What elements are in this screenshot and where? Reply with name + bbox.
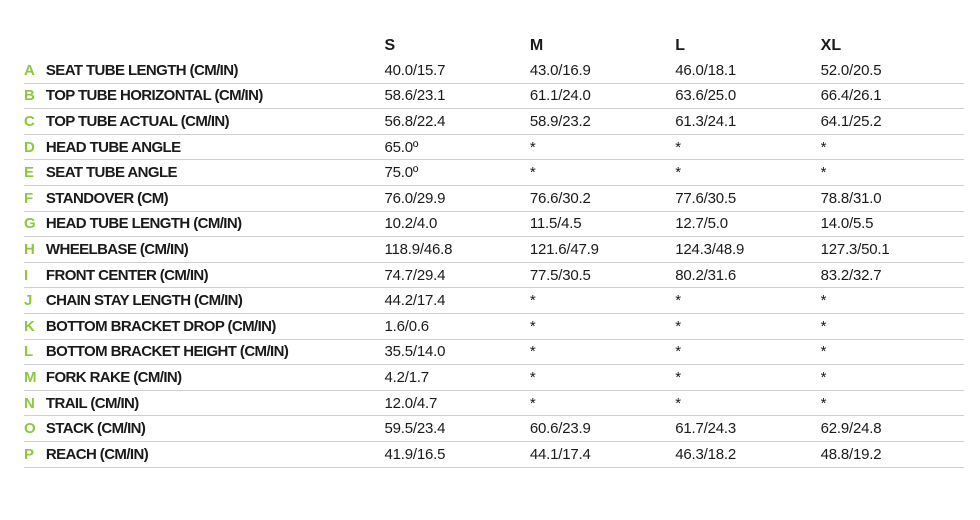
row-letter: M <box>24 368 37 386</box>
row-letter: N <box>24 394 35 412</box>
cell-m: * <box>529 368 536 386</box>
cell-s: 76.0/29.9 <box>384 189 446 207</box>
row-label: TOP TUBE HORIZONTAL (CM/IN) <box>45 87 263 105</box>
cell-xl: 64.1/25.2 <box>820 112 882 130</box>
cell-l: 61.7/24.3 <box>675 420 737 438</box>
row-label: TOP TUBE ACTUAL (CM/IN) <box>45 112 230 130</box>
cell-s: 65.0º <box>384 138 419 156</box>
cell-s: 35.5/14.0 <box>384 343 446 361</box>
cell-s: 44.2/17.4 <box>384 292 446 310</box>
cell-s: 56.8/22.4 <box>384 112 446 130</box>
row-letter: C <box>24 112 35 130</box>
cell-l: 61.3/24.1 <box>675 112 737 130</box>
cell-s: 4.2/1.7 <box>384 368 429 386</box>
cell-xl: 52.0/20.5 <box>820 61 882 79</box>
cell-m: 43.0/16.9 <box>529 61 591 79</box>
table-row <box>24 58 964 84</box>
cell-s: 74.7/29.4 <box>384 266 446 284</box>
cell-l: * <box>675 317 681 335</box>
cell-m: 58.9/23.2 <box>529 112 591 130</box>
cell-m: 60.6/23.9 <box>529 420 591 438</box>
cell-xl: * <box>820 343 827 361</box>
row-letter: A <box>24 61 35 79</box>
cell-l: 12.7/5.0 <box>675 215 728 233</box>
cell-xl: 78.8/31.0 <box>820 189 882 207</box>
cell-l: 46.3/18.2 <box>675 445 737 463</box>
cell-m: 77.5/30.5 <box>529 266 591 284</box>
cell-xl: 83.2/32.7 <box>820 266 882 284</box>
cell-s: 118.9/46.8 <box>384 240 453 258</box>
column-header-xl: XL <box>820 37 842 54</box>
table-row <box>24 237 964 263</box>
row-label: HEAD TUBE ANGLE <box>45 138 181 156</box>
cell-l: * <box>675 138 681 156</box>
cell-s: 10.2/4.0 <box>384 215 438 233</box>
cell-l: * <box>675 394 681 412</box>
cell-l: 63.6/25.0 <box>675 87 737 105</box>
table-row <box>24 186 964 212</box>
table-row <box>24 288 964 314</box>
table-row <box>24 212 964 238</box>
cell-m: 11.5/4.5 <box>529 215 582 233</box>
row-label: TRAIL (CM/IN) <box>45 394 139 412</box>
cell-m: * <box>529 394 536 412</box>
table-row <box>24 135 964 161</box>
row-label: FORK RAKE (CM/IN) <box>45 368 182 386</box>
cell-xl: 66.4/26.1 <box>820 87 882 105</box>
table-row <box>24 365 964 391</box>
cell-m: * <box>529 317 536 335</box>
row-label: BOTTOM BRACKET DROP (CM/IN) <box>45 317 276 335</box>
geometry-table <box>24 34 964 468</box>
row-letter: B <box>24 87 35 105</box>
cell-s: 59.5/23.4 <box>384 420 446 438</box>
table-row <box>24 160 964 186</box>
cell-l: * <box>675 343 681 361</box>
table-row <box>24 340 964 366</box>
cell-s: 40.0/15.7 <box>384 61 446 79</box>
cell-s: 58.6/23.1 <box>384 87 446 105</box>
table-row <box>24 391 964 417</box>
row-label: SEAT TUBE LENGTH (CM/IN) <box>45 61 238 79</box>
table-header <box>24 34 964 58</box>
cell-xl: * <box>820 138 827 156</box>
row-letter: L <box>24 343 34 361</box>
column-header-m: M <box>529 37 544 54</box>
cell-xl: 127.3/50.1 <box>820 240 890 258</box>
cell-m: 121.6/47.9 <box>529 240 599 258</box>
row-letter: D <box>24 138 35 156</box>
cell-xl: 48.8/19.2 <box>820 445 882 463</box>
cell-l: 46.0/18.1 <box>675 61 737 79</box>
row-letter: E <box>24 164 35 182</box>
row-label: STACK (CM/IN) <box>45 420 146 438</box>
row-label: CHAIN STAY LENGTH (CM/IN) <box>45 292 243 310</box>
cell-m: 76.6/30.2 <box>529 189 591 207</box>
cell-m: * <box>529 343 536 361</box>
row-letter: P <box>24 445 35 463</box>
cell-l: * <box>675 164 681 182</box>
row-letter: O <box>24 420 36 438</box>
cell-s: 75.0º <box>384 164 419 182</box>
row-letter: I <box>24 266 29 284</box>
row-label: WHEELBASE (CM/IN) <box>45 240 189 258</box>
table-row <box>24 263 964 289</box>
row-letter: F <box>24 189 34 207</box>
row-letter: G <box>24 215 36 233</box>
cell-xl: 14.0/5.5 <box>820 215 874 233</box>
cell-l: 124.3/48.9 <box>675 240 745 258</box>
cell-m: 61.1/24.0 <box>529 87 591 105</box>
cell-xl: * <box>820 164 827 182</box>
cell-l: * <box>675 292 681 310</box>
cell-xl: * <box>820 292 827 310</box>
row-label: STANDOVER (CM) <box>45 189 169 207</box>
table-row <box>24 416 964 442</box>
row-label: SEAT TUBE ANGLE <box>45 164 177 182</box>
cell-xl: * <box>820 394 827 412</box>
row-letter: H <box>24 240 35 258</box>
cell-m: * <box>529 292 536 310</box>
cell-l: * <box>675 368 681 386</box>
cell-s: 41.9/16.5 <box>384 445 446 463</box>
cell-xl: 62.9/24.8 <box>820 420 882 438</box>
row-label: FRONT CENTER (CM/IN) <box>45 266 209 284</box>
cell-s: 1.6/0.6 <box>384 317 429 335</box>
row-letter: J <box>24 292 33 310</box>
table-row <box>24 109 964 135</box>
row-letter: K <box>24 317 35 335</box>
cell-m: * <box>529 164 536 182</box>
table-row <box>24 84 964 110</box>
row-label: HEAD TUBE LENGTH (CM/IN) <box>45 215 242 233</box>
row-label: BOTTOM BRACKET HEIGHT (CM/IN) <box>45 343 289 361</box>
cell-xl: * <box>820 317 827 335</box>
cell-m: * <box>529 138 536 156</box>
table-row <box>24 442 964 468</box>
table-row <box>24 314 964 340</box>
column-header-s: S <box>384 37 396 54</box>
row-label: REACH (CM/IN) <box>45 445 149 463</box>
cell-l: 80.2/31.6 <box>675 266 737 284</box>
cell-m: 44.1/17.4 <box>529 445 591 463</box>
cell-xl: * <box>820 368 827 386</box>
column-header-l: L <box>675 37 686 54</box>
cell-s: 12.0/4.7 <box>384 394 438 412</box>
cell-l: 77.6/30.5 <box>675 189 737 207</box>
